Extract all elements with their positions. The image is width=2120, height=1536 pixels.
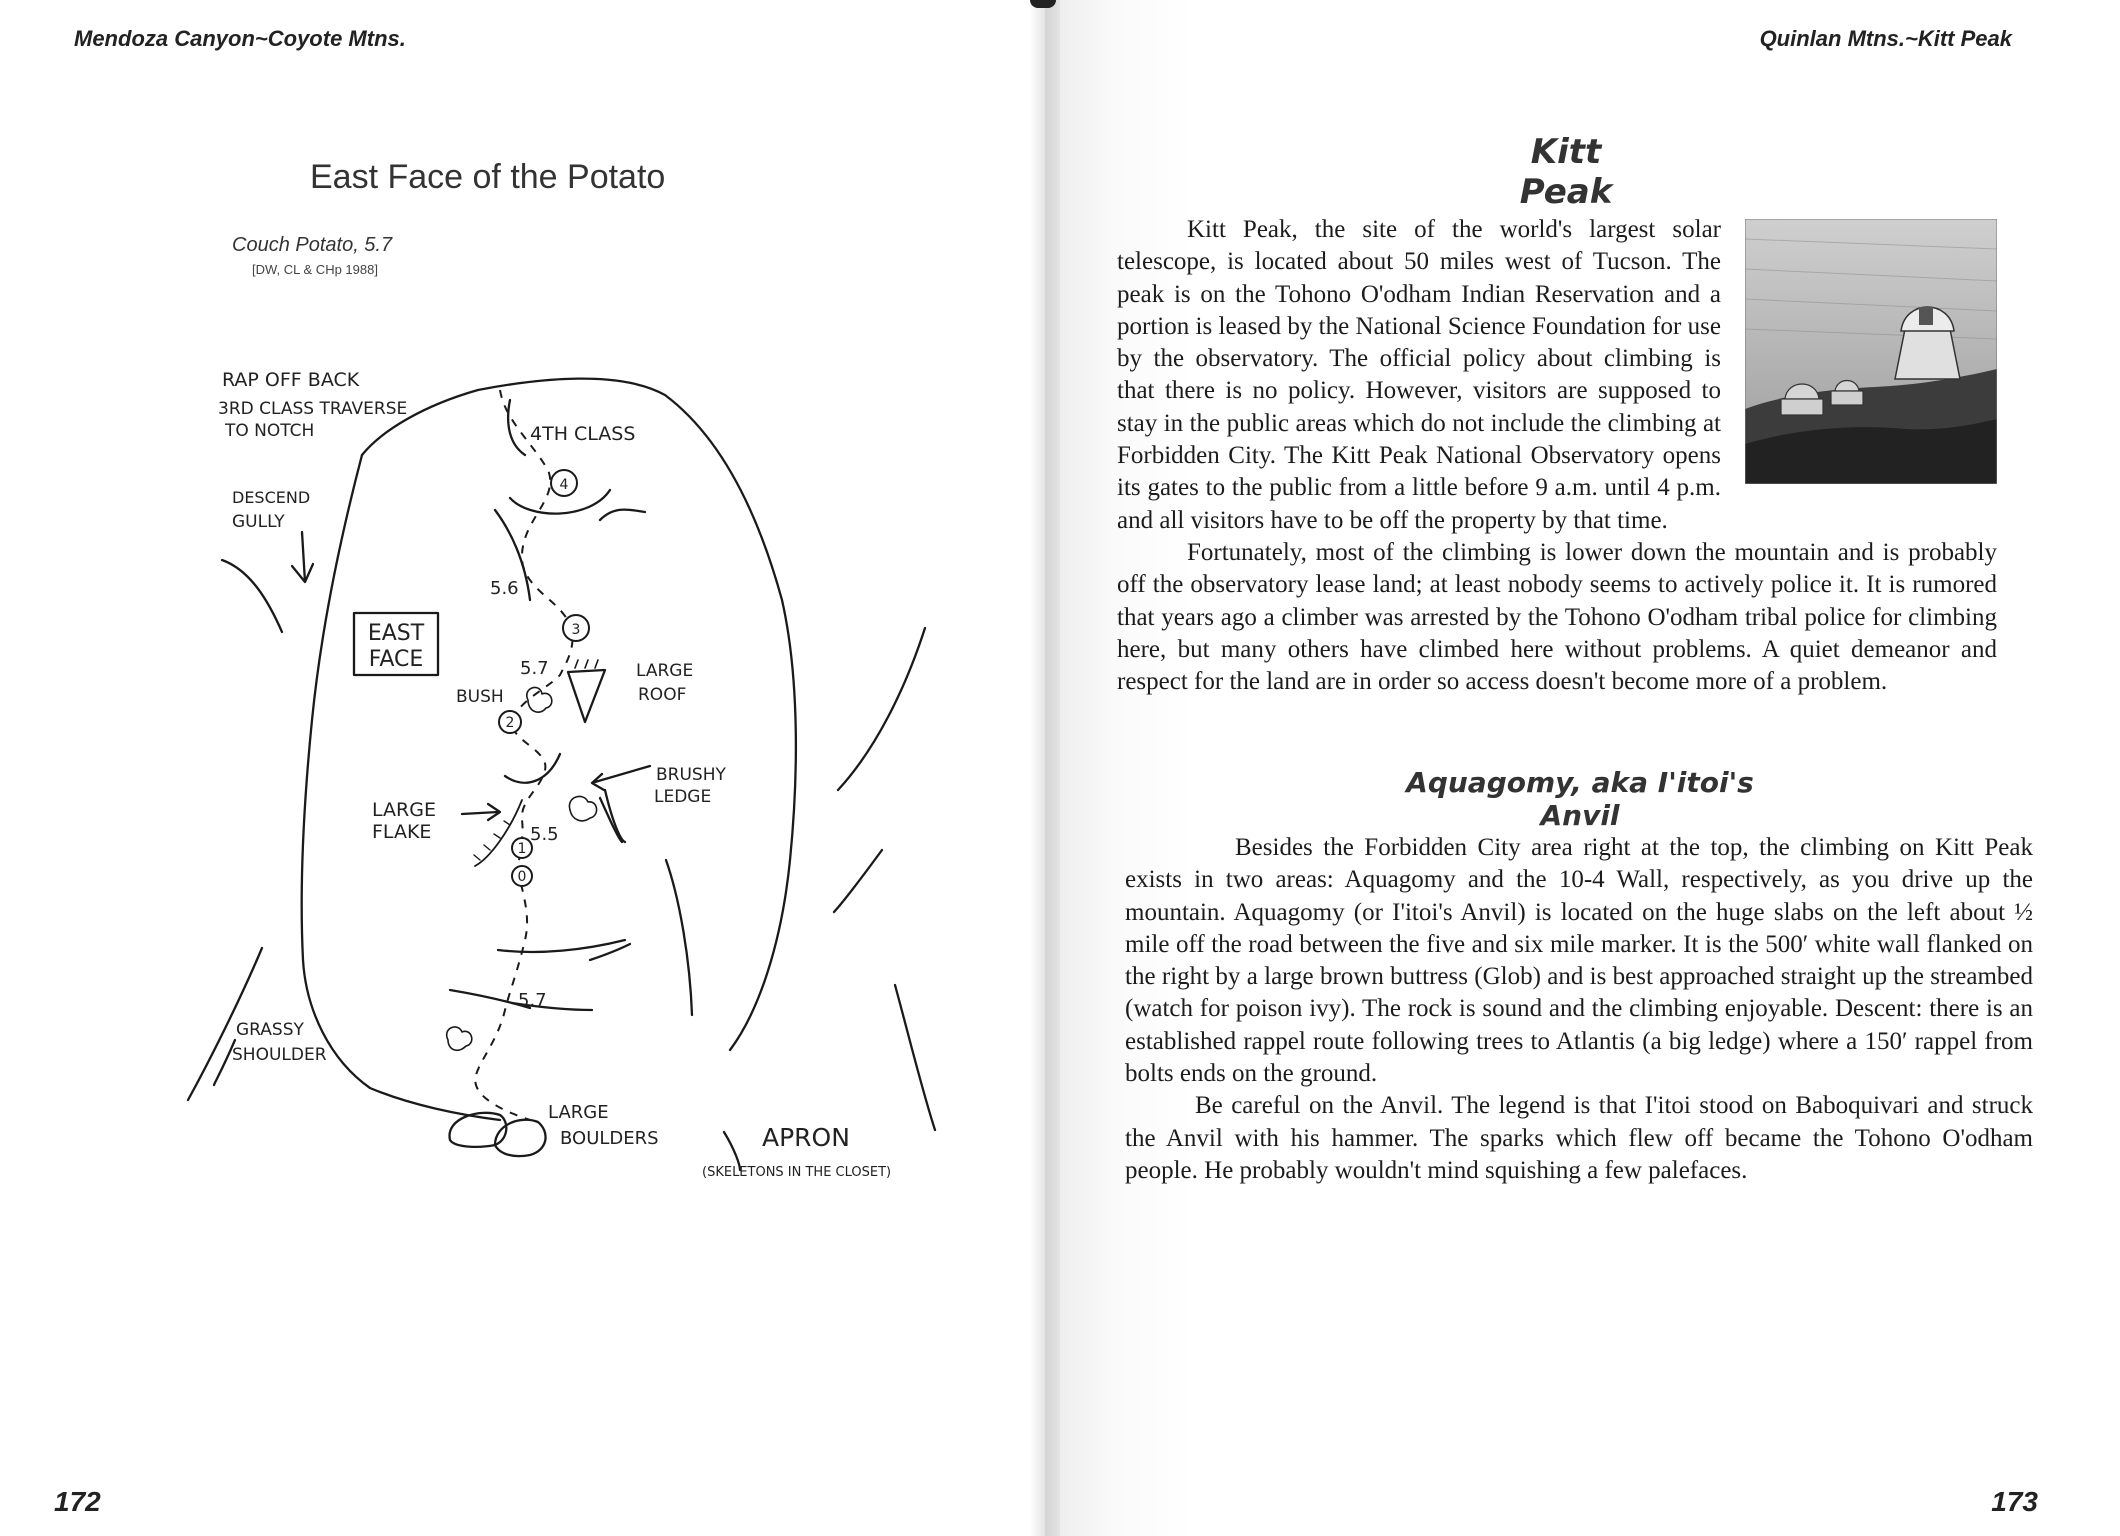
ledge-lines-low (498, 940, 625, 952)
left-page (0, 0, 1045, 1536)
roof-hatch (575, 660, 598, 668)
right-running-head: Quinlan Mtns.~Kitt Peak (1759, 26, 2012, 51)
topo-diagram (0, 0, 1045, 1300)
belay-3-label: 3 (571, 622, 581, 638)
label-descend-2: GULLY (232, 512, 285, 532)
label-boulders-1: LARGE (548, 1102, 609, 1123)
ledge-arc-mid (505, 754, 560, 783)
label-descend-1: DESCEND (232, 488, 311, 507)
label-large-roof-2: ROOF (638, 685, 687, 705)
label-large-flake-1: LARGE (372, 799, 436, 821)
label-skeletons: (SKELETONS IN THE CLOSET) (702, 1165, 892, 1180)
left-running-head: Mendoza Canyon~Coyote Mtns. (74, 26, 406, 51)
descend-arrow (292, 532, 313, 582)
right-slope-line-2 (834, 850, 882, 912)
label-grade-5-6: 5.6 (490, 578, 519, 599)
brushy-arrow (592, 766, 650, 790)
belay-1-label: 1 (517, 841, 527, 857)
kitt-peak-paragraph-1: Kitt Peak, the site of the world's largest solar telescope, is located about 50 miles west of Tucson. The peak is on the Tohono O'odham Indian Reservation and a portion is leased by the National Science Foundation for use by the observatory. The official policy about climbing is that there is no policy. However, visitors are supposed to stay in the public areas which do not include the climbing at Forbidden City. The Kitt Peak National Observatory opens its gates to the public from a little before 9 a.m. until 4 p.m. and all visitors have to be off the property by that time. (1117, 216, 1721, 534)
belay-4-label: 4 (559, 477, 569, 493)
label-rap-3: TO NOTCH (225, 421, 315, 441)
label-4th-class: 4TH CLASS (530, 423, 636, 445)
flake-hatch (474, 821, 510, 860)
label-face: FACE (368, 647, 424, 672)
observatory-photo (1745, 219, 1997, 484)
bush-mid (569, 796, 596, 820)
label-east: EAST (367, 621, 425, 646)
kitt-peak-paragraph-2: Fortunately, most of the climbing is lower down the mountain and is probably off the observatory lease land; at least nobody seems to actively police it. It is rumored that years ago a climber was arrested by the Tohono O'odham tribal police for climbing here, but many others have climbed here without problems. A quiet demeanor and respect for the land are in order so access doesn't become more of a problem. (1117, 538, 1997, 696)
aquagomy-text (1125, 832, 2033, 1187)
large-roof (568, 670, 605, 722)
label-rap-1: RAP OFF BACK (222, 369, 360, 391)
belay-0-label: 0 (517, 869, 527, 885)
label-large-flake-2: FLAKE (372, 821, 432, 843)
label-brushy-1: BRUSHY (656, 765, 726, 785)
kitt-peak-text (1117, 214, 1997, 698)
label-boulders-2: BOULDERS (560, 1128, 659, 1149)
apron-line-right (895, 985, 935, 1130)
label-rap-2: 3RD CLASS TRAVERSE (218, 399, 408, 419)
dome-left-edge (302, 455, 500, 1120)
label-brushy-2: LEDGE (654, 787, 712, 807)
bush-low (447, 1027, 472, 1050)
label-grade-5-7-top: 5.7 (520, 658, 549, 679)
kitt-peak-title: Kitt Peak (1519, 132, 1613, 212)
right-slope-line (838, 628, 925, 790)
label-grade-5-7-low: 5.7 (518, 990, 547, 1011)
left-page-number: 172 (54, 1486, 101, 1517)
aquagomy-paragraph-1: Besides the Forbidden City area right at the top, the climbing on Kitt Peak exists in two areas: Aquagomy and the 10-4 Wall, respectively, as you drive up the mountain. Aquagomy (or I'itoi's Anvil) is located on the huge slabs on the left about ½ mile off the road between the five and six mile marker. It is the 500′ white wall flanked on the right by a large brown buttress (Glob) and is best approached straight up the streambed (watch for poison ivy). The rock is sound and the climbing enjoyable. Descent: there is an established rappel route following trees to Atlantis (a big ledge) where a 150′ rappel from bolts ends on the ground. (1125, 834, 2033, 1088)
route-name: Couch Potato, 5.7 (232, 234, 393, 256)
label-large-roof-1: LARGE (636, 661, 694, 681)
label-apron: APRON (762, 1123, 850, 1152)
label-grassy-2: SHOULDER (232, 1045, 327, 1065)
binding-notch (1030, 0, 1056, 8)
label-grassy-1: GRASSY (236, 1020, 304, 1040)
gully-line (222, 560, 282, 632)
ledge-arc-top-2 (600, 510, 645, 520)
label-bush: BUSH (456, 687, 504, 707)
aquagomy-paragraph-2: Be careful on the Anvil. The legend is that I'itoi stood on Baboquivari and struck the Anvil with his hammer. The sparks which flew off became the Tohono O'odham people. He probably wouldn't mind squishing a few palefaces. (1125, 1092, 2033, 1184)
inner-line-2 (508, 400, 525, 455)
belay-2-label: 2 (505, 715, 515, 731)
topo-title: East Face of the Potato (310, 158, 666, 196)
inner-line-3 (666, 860, 692, 1015)
book-gutter (1030, 0, 1060, 1536)
flake-arrow (462, 804, 500, 820)
aquagomy-title: Aquagomy, aka I'itoi's Anvil (1406, 766, 1754, 832)
observatory-sketch (1745, 219, 1997, 484)
route-first-ascent: [DW, CL & CHp 1988] (252, 262, 378, 277)
label-grade-5-5: 5.5 (530, 824, 559, 845)
right-page-number: 173 (1991, 1486, 2038, 1517)
